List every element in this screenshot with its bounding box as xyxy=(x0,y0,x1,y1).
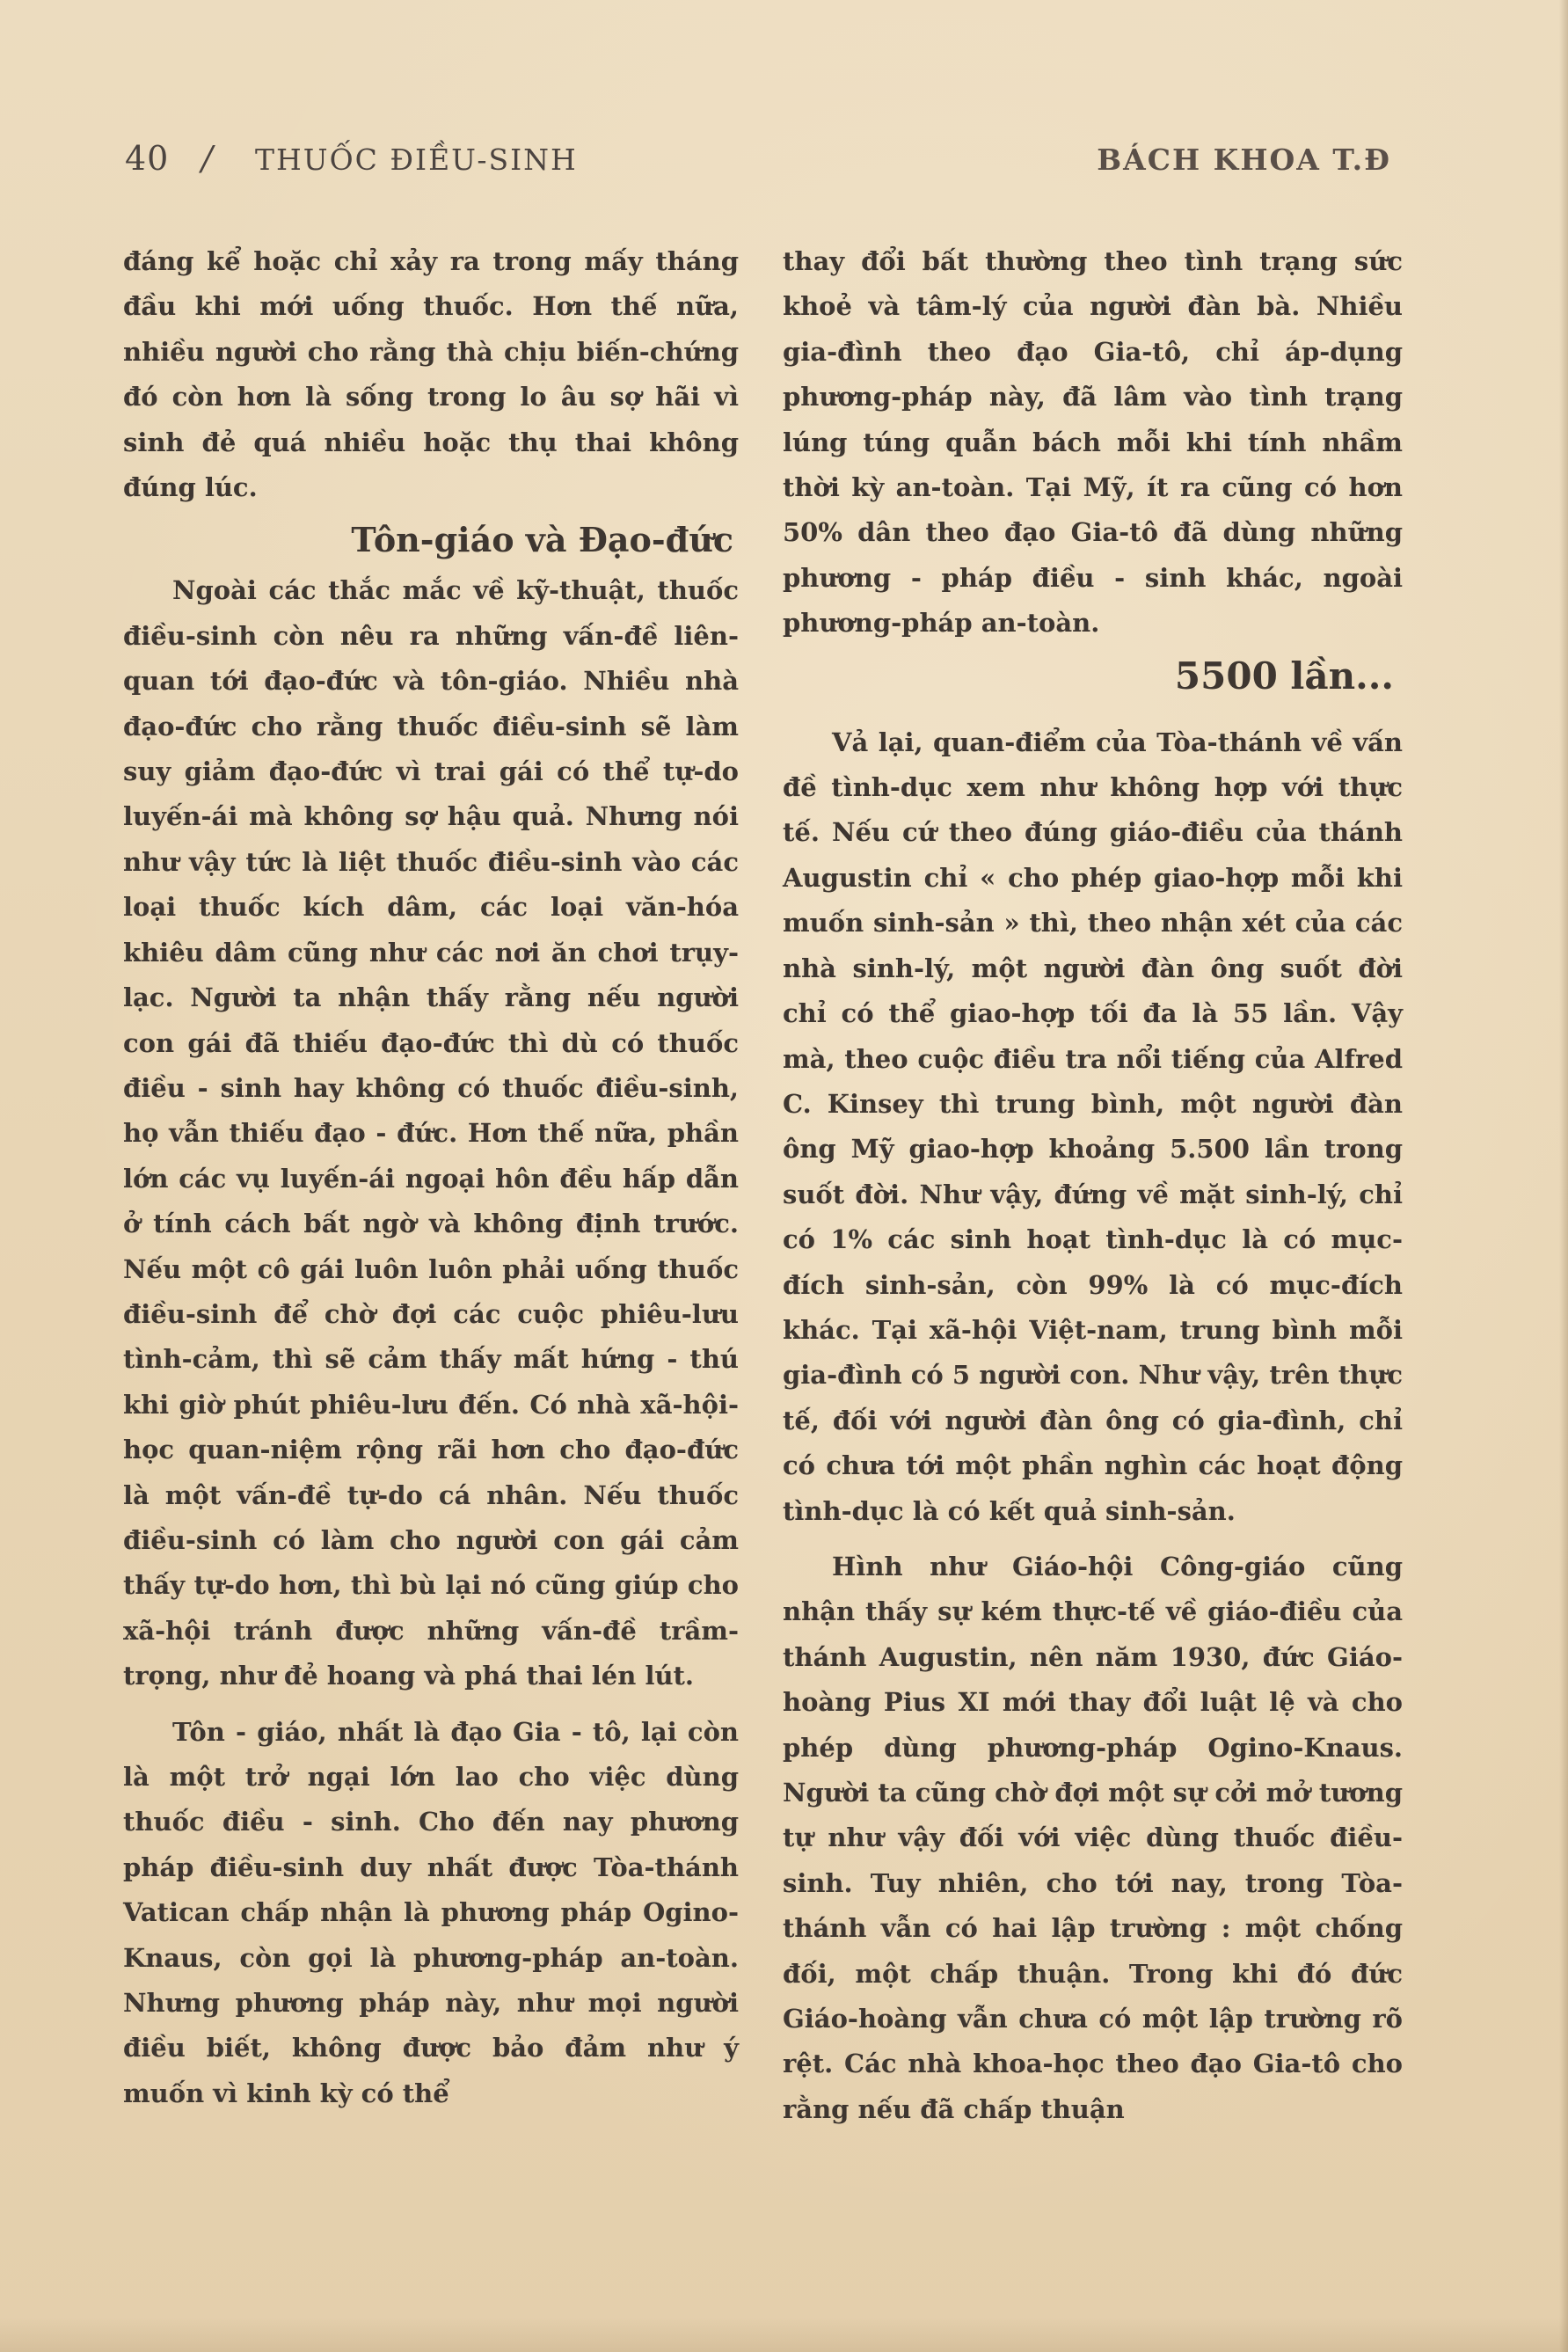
left-column xyxy=(123,239,739,2116)
page-edge-shadow xyxy=(1559,0,1568,2352)
section-heading-5500: 5500 lần... xyxy=(1174,654,1394,698)
page-header xyxy=(125,139,1391,186)
left-paragraph-2: Ngoài các thắc mắc về kỹ-thuật, thuốc điều-sinh còn nêu ra những vấn-đề liên-quan tới đạo-đức và tôn-giáo. Nhiều nhà đạo-đức cho rằng thuốc điều-sinh sẽ làm suy giảm đạo-đức vì trai gái có thể tự-do luyến-ái mà không sợ hậu quả. Nhưng nói như vậy tức là liệt thuốc điều-sinh vào các loại thuốc kích dâm, các loại văn-hóa khiêu dâm cũng như các nơi ăn chơi trụy-lạc. Người ta nhận thấy rằng nếu người con gái đã thiếu đạo-đức thì dù có thuốc điều - sinh hay không có thuốc điều-sinh, họ vẫn thiếu đạo - đức. Hơn thế nữa, phần lớn các vụ luyến-ái ngoại hôn đều hấp dẫn ở tính cách bất ngờ và không định trước. Nếu một cô gái luôn luôn phải uống thuốc điều-sinh để chờ đợi các cuộc phiêu-lưu tình-cảm, thì sẽ cảm thấy mất hứng - thú khi giờ phút phiêu-lưu đến. Có nhà xã-hội-học quan-niệm rộng rãi hơn cho đạo-đức là một vấn-đề tự-do cá nhân. Nếu thuốc điều-sinh có làm cho người con gái cảm thấy tự-do hơn, thì bù lại nó cũng giúp cho xã-hội tránh được những vấn-đề trầm-trọng, như đẻ hoang và phá thai lén lút. xyxy=(123,575,739,1691)
right-column xyxy=(783,239,1403,2132)
section-heading-religion-ethics: Tôn-giáo và Đạo-đức xyxy=(351,520,733,560)
page-bottom-shadow xyxy=(0,2317,1568,2352)
right-paragraph-3: Hình như Giáo-hội Công-giáo cũng nhận thấy sự kém thực-tế về giáo-điều của thánh Augustin, nên năm 1930, đức Giáo-hoàng Pius XI mới thay đổi luật lệ và cho phép dùng phương-pháp Ogino-Knaus. Người ta cũng chờ đợi một sự cởi mở tương tự như vậy đối với việc dùng thuốc điều-sinh. Tuy nhiên, cho tới nay, trong Tòa-thánh vẫn có hai lập trường : một chống đối, một chấp thuận. Trong khi đó đức Giáo-hoàng vẫn chưa có một lập trường rõ rệt. Các nhà khoa-học theo đạo Gia-tô cho rằng nếu đã chấp thuận xyxy=(783,1551,1403,2124)
right-paragraph-2: Vả lại, quan-điểm của Tòa-thánh về vấn đề tình-dục xem như không hợp với thực tế. Nếu cứ theo đúng giáo-điều của thánh Augustin chỉ « cho phép giao-hợp mỗi khi muốn sinh-sản » thì, theo nhận xét của các nhà sinh-lý, một người đàn ông suốt đời chỉ có thể giao-hợp tối đa là 55 lần. Vậy mà, theo cuộc điều tra nổi tiếng của Alfred C. Kinsey thì trung bình, một người đàn ông Mỹ giao-hợp khoảng 5.500 lần trong suốt đời. Như vậy, đứng về mặt sinh-lý, chỉ có 1% các sinh hoạt tình-dục là có mục-đích sinh-sản, còn 99% là có mục-đích khác. Tại xã-hội Việt-nam, trung bình mỗi gia-đình có 5 người con. Như vậy, trên thực tế, đối với người đàn ông có gia-đình, chỉ có chưa tới một phần nghìn các hoạt động tình-dục là có kết quả sinh-sản. xyxy=(783,727,1403,1526)
left-paragraph-3: Tôn - giáo, nhất là đạo Gia - tô, lại còn là một trở ngại lớn lao cho việc dùng thuốc điều - sinh. Cho đến nay phương pháp điều-sinh duy nhất được Tòa-thánh Vatican chấp nhận là phương pháp Ogino-Knaus, còn gọi là phương-pháp an-toàn. Nhưng phương pháp này, như mọi người điều biết, không được bảo đảm như ý muốn vì kinh kỳ có thể xyxy=(123,1716,739,2108)
magazine-name: BÁCH KHOA T.Đ xyxy=(1097,142,1391,177)
page-number: 40 xyxy=(125,139,170,178)
running-title: THUỐC ĐIỀU-SINH xyxy=(255,142,578,177)
right-paragraph-1: thay đổi bất thường theo tình trạng sức khoẻ và tâm-lý của người đàn bà. Nhiều gia-đình theo đạo Gia-tô, chỉ áp-dụng phương-pháp này, đã lâm vào tình trạng lúng túng quẫn bách mỗi khi tính nhầm thời kỳ an-toàn. Tại Mỹ, ít ra cũng có hơn 50% dân theo đạo Gia-tô đã dùng những phương - pháp điều - sinh khác, ngoài phương-pháp an-toàn. xyxy=(783,246,1403,639)
header-separator: / xyxy=(201,139,213,178)
left-paragraph-1: đáng kể hoặc chỉ xảy ra trong mấy tháng đầu khi mới uống thuốc. Hơn thế nữa, nhiều người cho rằng thà chịu biến-chứng đó còn hơn là sống trong lo âu sợ hãi vì sinh đẻ quá nhiều hoặc thụ thai không đúng lúc. xyxy=(123,246,739,503)
